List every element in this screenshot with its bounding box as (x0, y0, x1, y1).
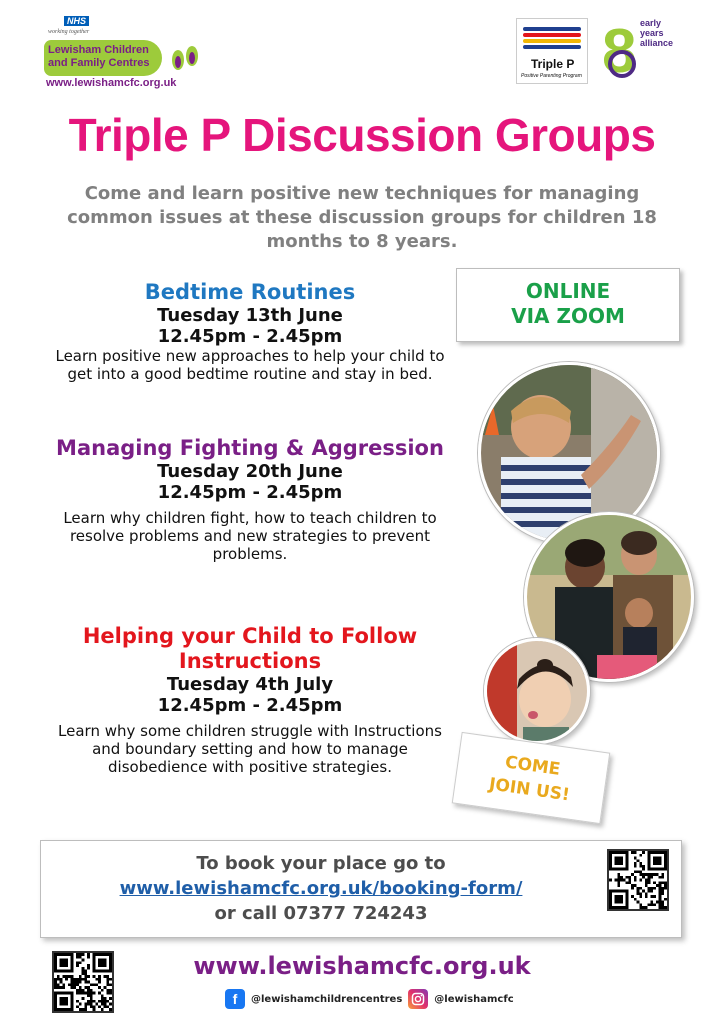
join-line2: JOIN US! (487, 774, 571, 806)
eya-text: early years alliance (640, 18, 674, 48)
session-following-instructions (48, 624, 452, 776)
session-title: Managing Fighting & Aggression (56, 436, 444, 460)
page-title: Triple P Discussion Groups (68, 109, 656, 161)
session-date: Tuesday 4th July (166, 674, 334, 695)
early-years-alliance-logo (600, 14, 690, 86)
facebook-icon[interactable]: f (225, 989, 245, 1009)
footprints-icon (166, 40, 202, 76)
logo-band (523, 39, 581, 43)
eya-numeral: 8 (602, 17, 637, 84)
instagram-icon[interactable] (408, 989, 428, 1009)
triplep-tagline: Positive Parenting Program (521, 73, 582, 79)
logo-band (523, 27, 581, 31)
lcfc-logo (44, 14, 204, 88)
booking-qr-code[interactable] (607, 849, 669, 911)
eya-numeral-icon (600, 14, 644, 84)
session-managing-fighting (48, 436, 452, 563)
booking-box (40, 840, 682, 938)
triplep-name: Triple P (531, 57, 575, 71)
online-line1: ONLINE (525, 279, 611, 303)
come-join-us-box (452, 732, 611, 824)
lcfc-url: www.lewishamcfc.org.uk (46, 77, 177, 89)
footer-website[interactable]: www.lewishamcfc.org.uk (193, 952, 531, 980)
session-description: Learn why children fight, how to teach children to resolve problems and new strategies to prevent problems. (63, 509, 437, 563)
social-links (225, 988, 514, 1010)
instagram-handle[interactable]: @lewishamcfc (434, 993, 514, 1005)
session-date: Tuesday 20th June (157, 461, 343, 482)
online-via-zoom-box (456, 268, 680, 342)
footer-qr-code[interactable] (52, 951, 114, 1013)
nhs-tagline: working together (48, 29, 90, 35)
session-date: Tuesday 13th June (157, 305, 343, 326)
nhs-badge: NHS (64, 16, 89, 26)
photo-toddler (484, 638, 590, 744)
booking-text (61, 851, 581, 926)
triplep-logo (516, 18, 588, 84)
intro-text: Come and learn positive new techniques for managing common issues at these discussion groups for children 18 months to 8 years. (67, 183, 657, 252)
facebook-handle[interactable]: @lewishamchildrencentres (251, 993, 403, 1005)
booking-link[interactable]: www.lewishamcfc.org.uk/booking-form/ (119, 878, 523, 899)
session-bedtime-routines (48, 280, 452, 383)
session-title: Bedtime Routines (144, 280, 356, 304)
session-title: Helping your Child to Follow Instructions (82, 624, 418, 673)
logo-band (523, 33, 581, 37)
join-line1: COME (503, 752, 562, 780)
session-time: 12.45pm - 2.45pm (157, 695, 343, 716)
online-line2: VIA ZOOM (511, 304, 625, 328)
lcfc-name: Lewisham Children and Family Centres (48, 44, 150, 69)
session-description: Learn positive new approaches to help your child to get into a good bedtime routine and stay in bed. (55, 347, 445, 383)
session-time: 12.45pm - 2.45pm (157, 482, 343, 503)
logo-band (523, 45, 581, 49)
booking-phone: or call 07377 724243 (214, 903, 428, 924)
booking-line1: To book your place go to (196, 853, 446, 874)
session-time: 12.45pm - 2.45pm (157, 326, 343, 347)
session-description: Learn why some children struggle with Instructions and boundary setting and how to manage disobedience with positive strategies. (58, 722, 442, 776)
